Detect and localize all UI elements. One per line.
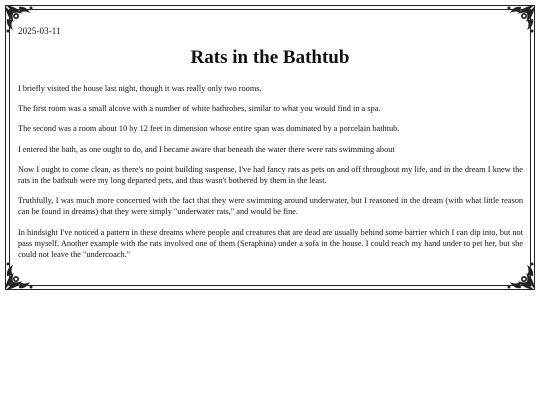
- paragraph: The second was a room about 10 by 12 feet in dimension whose entire span was dominated by a porcelain bathtub.: [18, 124, 400, 134]
- paragraph: Truthfully, I was much more concerned with the fact that they were swimming around underwater, but I reasoned in the dream (with what little reason can be found in dreams) that they were simply "underwater rats," and would be fine.: [18, 196, 523, 217]
- entry-body: [18, 83, 523, 269]
- page-title: Rats in the Bathtub: [190, 47, 350, 68]
- paragraph: Now I ought to come clean, as there's no point building suspense, I've had fancy rats as pets on and off throughout my life, and in the dream I knew the rats in the bathtub were my long departed pets, and thus wasn't bothered by them in the least.: [18, 164, 523, 186]
- paragraph: I briefly visited the house last night, though it was really only two rooms.: [18, 84, 262, 93]
- floral-ornament-icon: [502, 4, 536, 38]
- entry-date: 2025-03-11: [18, 26, 61, 36]
- paragraph: I entered the bath, as one ought to do, and I became aware that beneath the water there were rats swimming about: [18, 144, 395, 154]
- paragraph: The first room was a small alcove with a number of white bathrobes, similar to what you would find in a spa.: [18, 104, 381, 114]
- paragraph: In hindsight I've noticed a pattern in these dreams where people and creatures that are dead are usually behind some barrier which I can dip into, but not pass myself. Another example with the rats involved one of them (Seraphina) under a sofa in the house. I could reach my hand under to pet her, but she could not leave the "undercoach.": [18, 227, 523, 260]
